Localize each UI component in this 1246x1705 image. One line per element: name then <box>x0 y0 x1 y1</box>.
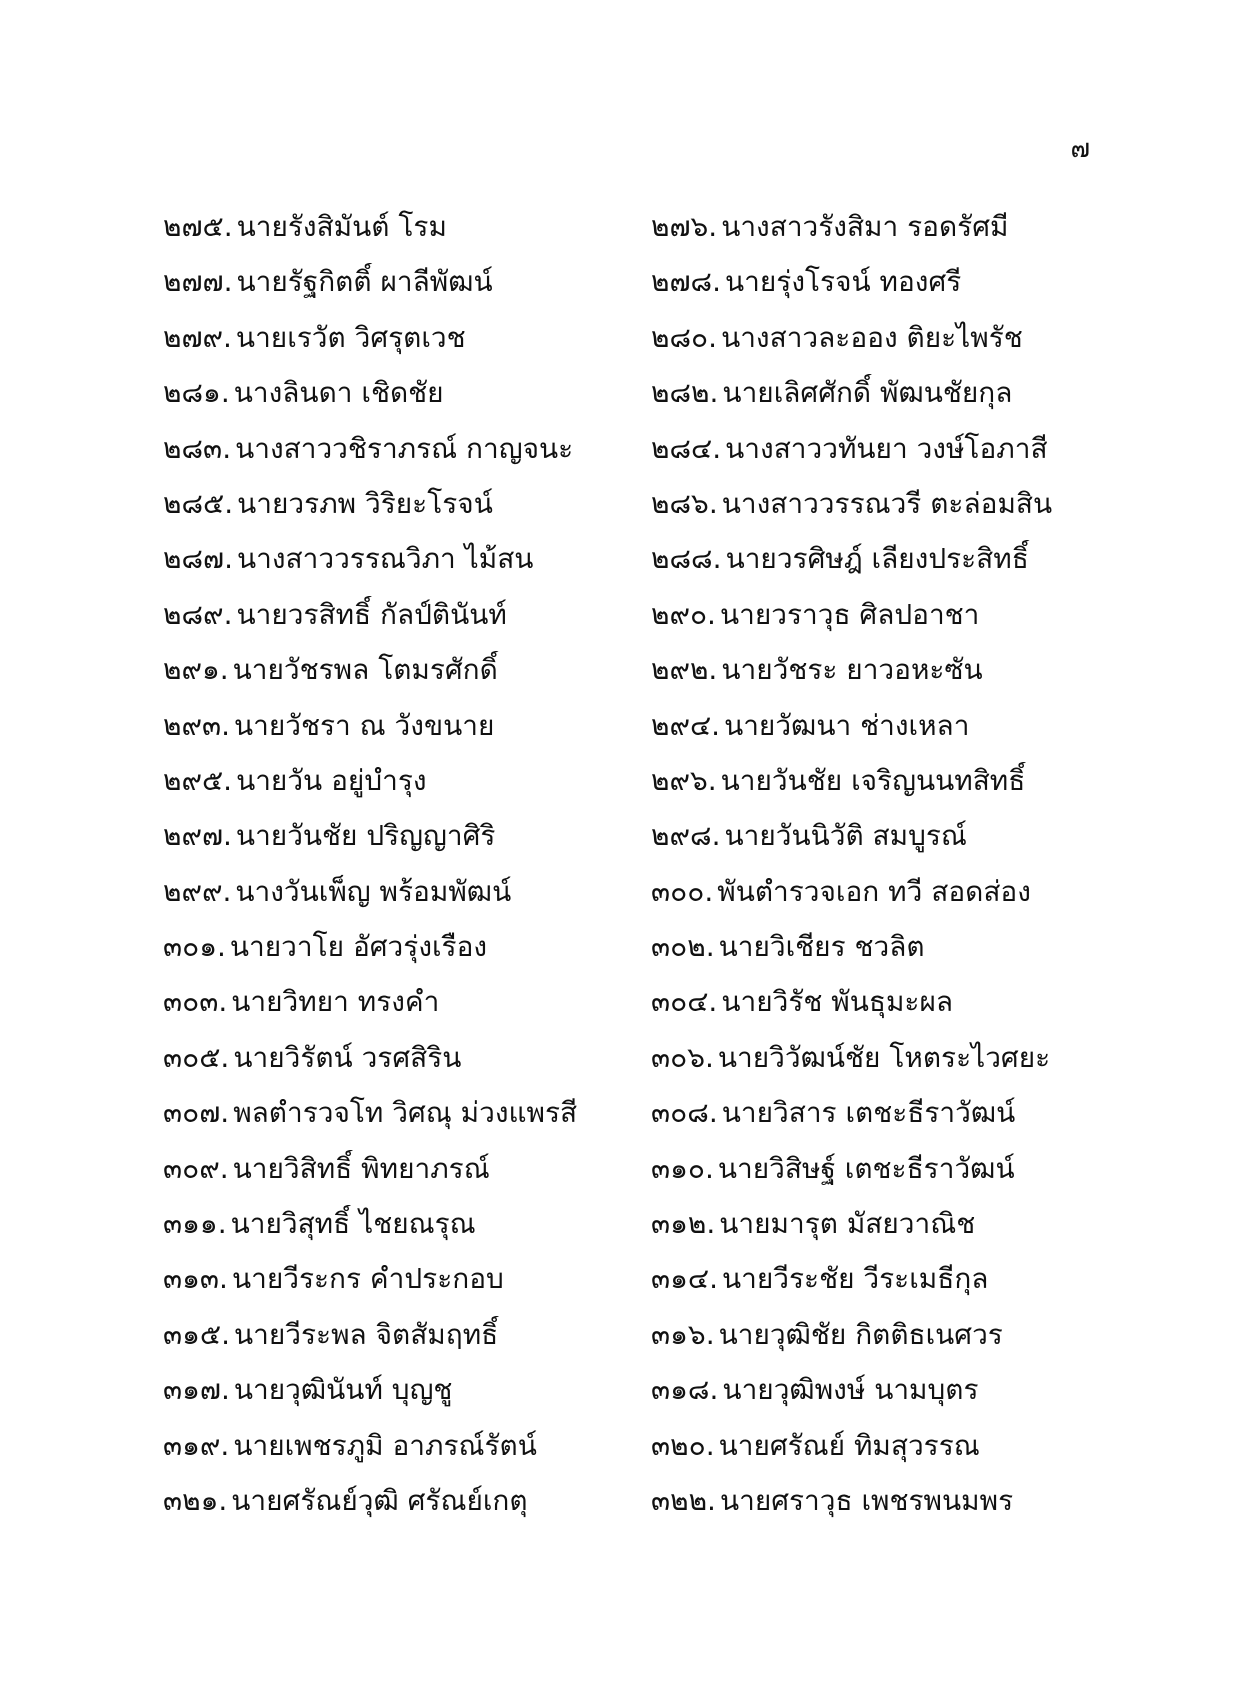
entry-name: นายวัชรพล โตมรศักดิ์ <box>232 653 498 687</box>
entry-number: ๓๐๔. <box>651 985 718 1019</box>
entry-name: นายวิรัช พันธุมะผล <box>721 985 954 1019</box>
entry-number: ๓๒๐. <box>651 1428 715 1462</box>
list-item <box>163 707 651 762</box>
entry-number: ๒๘๓. <box>163 431 232 465</box>
entry-name: พันตำรวจเอก ทวี สอดส่อง <box>717 874 1031 908</box>
entry-name: นายรัฐกิตติ์ ผาลีพัฒน์ <box>236 265 493 299</box>
entry-number: ๒๘๐. <box>651 320 718 354</box>
entry-name: นายมารุต มัสยวาณิช <box>719 1207 976 1241</box>
entry-name: นายเลิศศักดิ์ พัฒนชัยกุล <box>722 376 1013 410</box>
list-item <box>651 983 1139 1038</box>
list-item <box>163 651 651 706</box>
entry-number: ๒๗๗. <box>163 265 233 299</box>
list-item <box>651 319 1139 374</box>
list-item <box>163 1094 651 1149</box>
entry-number: ๓๒๒. <box>651 1483 716 1517</box>
entry-name: นายวันชัย ปริญญาศิริ <box>235 819 496 853</box>
list-item <box>651 1482 1139 1537</box>
list-item <box>651 762 1139 817</box>
entry-number: ๓๐๕. <box>163 1040 230 1074</box>
list-item <box>651 928 1139 983</box>
entry-number: ๓๑๗. <box>163 1373 230 1407</box>
list-item <box>651 651 1139 706</box>
list-item <box>651 1039 1139 1094</box>
entry-name: นายวัชรา ณ วังขนาย <box>234 708 495 742</box>
entry-name: นายวิสิทธิ์ พิทยาภรณ์ <box>232 1151 490 1185</box>
entry-name: พลตำรวจโท วิศณุ ม่วงแพรสี <box>233 1096 578 1130</box>
entry-number: ๒๙๙. <box>163 874 232 908</box>
list-item <box>163 817 651 872</box>
entry-name: นางสาววรรณวรี ตะล่อมสิน <box>721 486 1053 520</box>
list-item <box>651 1316 1139 1371</box>
entry-number: ๒๙๒. <box>651 653 718 687</box>
list-item <box>163 762 651 817</box>
entry-name: นายวิเชียร ชวลิต <box>718 930 925 964</box>
entry-number: ๒๙๕. <box>163 763 233 797</box>
entry-name: นายรังสิมันต์ โรม <box>236 210 447 243</box>
page-number: ๗ <box>1070 134 1090 164</box>
list-item <box>651 1205 1139 1260</box>
entry-name: นายวิรัตน์ วรศสิริน <box>233 1040 462 1074</box>
list-item <box>163 1482 651 1537</box>
entry-number: ๓๑๓. <box>163 1262 228 1296</box>
entry-number: ๒๙๖. <box>651 763 717 797</box>
entry-name: นายวาโย อัศวรุ่งเรือง <box>229 930 488 964</box>
entry-name: นายวิสุทธิ์ ไชยณรุณ <box>230 1207 476 1241</box>
entry-number: ๒๗๘. <box>651 265 722 299</box>
entry-name: นายวุฒิชัย กิตติธเนศวร <box>718 1317 1003 1351</box>
list-item <box>163 319 651 374</box>
list-item <box>163 873 651 928</box>
entry-name: นายวุฒิพงษ์ นามบุตร <box>722 1373 979 1407</box>
entry-number: ๓๑๕. <box>163 1317 231 1351</box>
entry-name: นายวรศิษฎ์ เลียงประสิทธิ์ <box>725 542 1029 576</box>
entry-number: ๒๗๙. <box>163 320 232 354</box>
entry-name: นายวันนิวัติ สมบูรณ์ <box>724 819 967 853</box>
entry-number: ๒๘๒. <box>651 376 719 410</box>
entry-name: นายวรภพ วิริยะโรจน์ <box>237 486 493 520</box>
entry-name: นางสาววรรณวิภา ไม้สน <box>237 542 534 576</box>
list-item <box>651 817 1139 872</box>
entry-name: นางสาววชิราภรณ์ กาญจนะ <box>235 431 574 465</box>
list-item <box>163 540 651 595</box>
entry-number: ๒๙๗. <box>163 819 232 853</box>
entry-number: ๓๐๘. <box>651 1096 718 1130</box>
entry-name: นายวิทยา ทรงคำ <box>231 985 440 1019</box>
entry-name: นายเพชรภูมิ อาภรณ์รัตน์ <box>233 1428 537 1462</box>
entry-name: นายวีระพล จิตสัมฤทธิ์ <box>234 1317 499 1351</box>
entry-number: ๒๗๕. <box>163 210 233 243</box>
entry-number: ๓๑๙. <box>163 1428 230 1462</box>
list-item <box>163 485 651 540</box>
entry-name: นายวีระชัย วีระเมธีกุล <box>722 1262 989 1296</box>
list-item <box>651 1427 1139 1482</box>
list-item <box>651 707 1139 762</box>
entry-number: ๓๑๔. <box>651 1262 719 1296</box>
list-item <box>651 208 1139 263</box>
list-item <box>163 596 651 651</box>
entry-number: ๒๘๕. <box>163 486 234 520</box>
entry-name: นายวิสิษฐ์ เตชะธีราวัฒน์ <box>717 1151 1015 1185</box>
entry-number: ๓๐๓. <box>163 985 228 1019</box>
entry-number: ๓๑๘. <box>651 1373 719 1407</box>
list-item <box>163 208 651 263</box>
entry-number: ๓๐๖. <box>651 1040 714 1074</box>
entry-number: ๒๘๔. <box>651 431 722 465</box>
entry-number: ๒๘๖. <box>651 486 718 520</box>
entry-number: ๒๘๑. <box>163 376 230 410</box>
entry-number: ๓๐๐. <box>651 874 714 908</box>
entry-number: ๒๙๘. <box>651 819 721 853</box>
entry-name: นายศรัณย์วุฒิ ศรัณย์เกตุ <box>231 1483 528 1517</box>
entry-number: ๓๑๒. <box>651 1207 716 1241</box>
name-list <box>163 208 1163 1537</box>
entry-name: นายวัฒนา ช่างเหลา <box>724 708 970 742</box>
entry-name: นางสาววทันยา วงษ์โอภาสี <box>725 431 1048 465</box>
entry-number: ๓๒๑. <box>163 1483 228 1517</box>
entry-name: นายวุฒินันท์ บุญชู <box>233 1373 453 1407</box>
entry-name: นายวิวัฒน์ชัย โหตระไวศยะ <box>717 1040 1051 1074</box>
list-item <box>651 1150 1139 1205</box>
entry-name: นายวัน อยู่บำรุง <box>236 763 427 797</box>
list-item <box>651 1094 1139 1149</box>
list-item <box>651 1371 1139 1426</box>
entry-number: ๒๘๗. <box>163 542 234 576</box>
list-item <box>651 374 1139 429</box>
entry-name: นายวรสิทธิ์ กัลป์ตินันท์ <box>236 597 507 631</box>
entry-number: ๓๐๒. <box>651 930 715 964</box>
entry-number: ๓๑๖. <box>651 1317 715 1351</box>
entry-name: นายเรวัต วิศรุตเวช <box>235 320 466 354</box>
list-item <box>163 1371 651 1426</box>
entry-number: ๒๘๘. <box>651 542 722 576</box>
entry-number: ๓๐๑. <box>163 930 226 964</box>
entry-name: นายวิสาร เตชะธีราวัฒน์ <box>721 1096 1016 1130</box>
entry-name: นายศราวุธ เพชรพนมพร <box>719 1483 1014 1517</box>
entry-name: นายวัชระ ยาวอหะซัน <box>721 653 983 687</box>
list-item <box>651 430 1139 485</box>
entry-name: นางลินดา เชิดชัย <box>233 376 444 410</box>
list-item <box>163 263 651 318</box>
list-item <box>163 1260 651 1315</box>
entry-number: ๒๗๖. <box>651 210 718 243</box>
entry-name: นายศรัณย์ ทิมสุวรรณ <box>718 1428 980 1462</box>
list-item <box>651 1260 1139 1315</box>
entry-number: ๒๙๓. <box>163 708 231 742</box>
list-item <box>651 540 1139 595</box>
entry-name: นายรุ่งโรจน์ ทองศรี <box>725 265 962 299</box>
entry-name: นายวันชัย เจริญนนทสิทธิ์ <box>720 763 1026 797</box>
list-item <box>651 263 1139 318</box>
list-item <box>163 928 651 983</box>
list-item <box>163 374 651 429</box>
list-item <box>163 1205 651 1260</box>
list-item <box>651 873 1139 928</box>
list-item <box>163 1427 651 1482</box>
entry-name: นางสาวรังสิมา รอดรัศมี <box>721 210 1009 243</box>
entry-name: นางสาวละออง ติยะไพรัช <box>721 320 1023 354</box>
entry-number: ๓๐๗. <box>163 1096 230 1130</box>
entry-number: ๒๙๑. <box>163 653 229 687</box>
list-item <box>163 1039 651 1094</box>
entry-name: นายวราวุธ ศิลปอาชา <box>719 597 980 631</box>
entry-number: ๓๑๐. <box>651 1151 714 1185</box>
entry-name: นายวีระกร คำประกอบ <box>231 1262 504 1296</box>
list-item <box>163 1150 651 1205</box>
list-item <box>163 430 651 485</box>
list-item <box>651 485 1139 540</box>
entry-number: ๒๙๔. <box>651 708 721 742</box>
entry-number: ๓๑๑. <box>163 1207 227 1241</box>
list-item <box>163 1316 651 1371</box>
entry-number: ๒๘๙. <box>163 597 233 631</box>
list-item <box>651 596 1139 651</box>
entry-name: นางวันเพ็ญ พร้อมพัฒน์ <box>235 874 512 908</box>
list-item <box>163 983 651 1038</box>
entry-number: ๓๐๙. <box>163 1151 229 1185</box>
entry-number: ๒๙๐. <box>651 597 716 631</box>
